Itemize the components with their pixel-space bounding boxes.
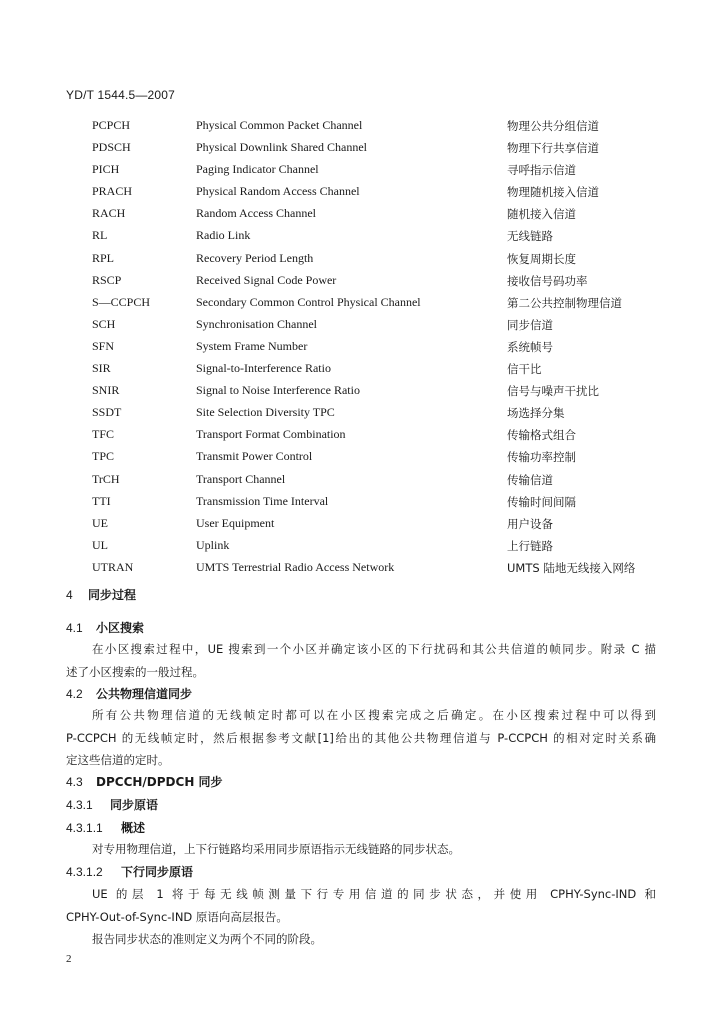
abbreviation-chinese: 场选择分集: [507, 406, 565, 421]
abbreviation-term: UE: [92, 515, 108, 530]
abbreviation-term: SNIR: [92, 383, 120, 398]
section-4-heading: 4 同步过程: [66, 588, 137, 602]
abbreviation-row: [0, 270, 719, 292]
abbreviation-term: UTRAN: [92, 559, 134, 574]
section-4-2-paragraph: 所有公共物理信道的无线帧定时都可以在小区搜索完成之后确定。在小区搜索过程中可以得到 P-CCPCH 的无线帧定时，然后根据参考文献[1]给出的其他公共物理信道与 P-CCPCH 的相对定时关系确 定这些信道的定时。: [66, 708, 656, 767]
abbreviation-english: Uplink: [196, 537, 230, 552]
abbreviation-term: TFC: [92, 427, 115, 442]
abbreviation-row: [0, 557, 719, 579]
abbreviation-term: RACH: [92, 206, 126, 221]
section-4-3-1-1-paragraph: 对专用物理信道，上下行链路均采用同步原语指示无线链路的同步状态。: [92, 842, 460, 856]
abbreviation-row: [0, 402, 719, 424]
section-4-3-1-2-paragraph-2: 报告同步状态的准则定义为两个不同的阶段。: [92, 932, 322, 946]
abbreviation-chinese: 用户设备: [507, 516, 553, 531]
abbreviation-chinese: 传输时间间隔: [507, 494, 576, 509]
section-4-1-heading: 4.1 小区搜索: [66, 621, 145, 635]
abbreviation-english: Physical Downlink Shared Channel: [196, 140, 367, 155]
abbreviation-row: [0, 336, 719, 358]
abbreviation-row: [0, 137, 719, 159]
abbreviation-row: [0, 203, 719, 225]
abbreviation-term: UL: [92, 537, 108, 552]
abbreviation-chinese: 寻呼指示信道: [507, 163, 576, 178]
abbreviation-chinese: UMTS 陆地无线接入网络: [507, 560, 636, 575]
abbreviation-row: [0, 248, 719, 270]
abbreviation-english: Physical Common Packet Channel: [196, 118, 363, 132]
abbreviation-row: [0, 491, 719, 513]
abbreviation-chinese: 接收信号码功率: [507, 273, 588, 288]
abbreviation-english: Site Selection Diversity TPC: [196, 405, 335, 420]
abbreviation-chinese: 物理随机接入信道: [507, 185, 599, 200]
abbreviation-term: TTI: [92, 493, 111, 508]
abbreviation-row: [0, 424, 719, 446]
section-4-3-1-2-paragraph: UE 的层 1 将于每无线帧测量下行专用信道的同步状态，并使用 CPHY-Sync-IND 和 CPHY-Out-of-Sync-IND 原语向高层报告。: [66, 887, 656, 924]
abbreviation-term: PDSCH: [92, 140, 131, 155]
abbreviation-english: Secondary Common Control Physical Channel: [196, 294, 421, 309]
abbreviation-chinese: 系统帧号: [507, 339, 553, 354]
abbreviation-chinese: 信干比: [507, 362, 542, 377]
abbreviation-row: [0, 380, 719, 402]
abbreviation-row: [0, 115, 719, 137]
abbreviation-english: User Equipment: [196, 515, 275, 530]
abbreviation-chinese: 信号与噪声干扰比: [507, 384, 599, 399]
abbreviation-term: RPL: [92, 250, 115, 265]
abbreviation-term: PCPCH: [92, 118, 131, 132]
abbreviation-english: Random Access Channel: [196, 206, 316, 221]
abbreviation-chinese: 传输功率控制: [507, 450, 576, 465]
abbreviation-chinese: 同步信道: [507, 317, 553, 332]
abbreviation-row: [0, 469, 719, 491]
abbreviation-term: PRACH: [92, 184, 133, 199]
abbreviation-term: RSCP: [92, 272, 122, 287]
page-number: 2: [66, 953, 72, 965]
abbreviation-chinese: 随机接入信道: [507, 207, 576, 222]
abbreviation-chinese: 传输格式组合: [507, 428, 576, 443]
abbreviation-term: S—CCPCH: [92, 294, 151, 309]
abbreviation-term: SIR: [92, 361, 111, 376]
abbreviation-english: Transmission Time Interval: [196, 493, 329, 508]
abbreviation-chinese: 无线链路: [507, 229, 553, 244]
abbreviation-english: Signal-to-Interference Ratio: [196, 361, 331, 376]
abbreviation-chinese: 传输信道: [507, 472, 553, 487]
abbreviation-english: Synchronisation Channel: [196, 316, 317, 331]
section-4-3-1-2-heading: 4.3.1.2 下行同步原语: [66, 865, 194, 879]
abbreviation-english: Physical Random Access Channel: [196, 184, 360, 199]
abbreviation-english: Transmit Power Control: [196, 449, 313, 464]
abbreviation-row: [0, 314, 719, 336]
abbreviation-term: SFN: [92, 338, 115, 353]
abbreviation-chinese: 物理公共分组信道: [507, 119, 599, 133]
section-4-3-1-1-heading: 4.3.1.1 概述: [66, 821, 146, 835]
abbreviation-english: Received Signal Code Power: [196, 272, 337, 287]
abbreviation-term: SSDT: [92, 405, 122, 420]
section-4-3-1-heading: 4.3.1 同步原语: [66, 798, 159, 812]
abbreviation-row: [0, 358, 719, 380]
section-4-3-heading: 4.3 DPCCH/DPDCH 同步: [66, 775, 223, 789]
abbreviation-row: [0, 159, 719, 181]
abbreviation-table: [0, 115, 719, 579]
abbreviation-row: [0, 535, 719, 557]
abbreviation-row: [0, 292, 719, 314]
abbreviation-chinese: 物理下行共享信道: [507, 141, 599, 156]
abbreviation-english: Recovery Period Length: [196, 250, 314, 265]
abbreviation-term: TrCH: [92, 471, 120, 486]
abbreviation-english: Paging Indicator Channel: [196, 162, 319, 177]
abbreviation-english: Transport Channel: [196, 471, 286, 486]
abbreviation-chinese: 上行链路: [507, 538, 553, 553]
abbreviation-row: [0, 181, 719, 203]
abbreviation-row: [0, 225, 719, 247]
abbreviation-english: Signal to Noise Interference Ratio: [196, 383, 360, 398]
document-header: YD/T 1544.5—2007: [66, 88, 176, 102]
abbreviation-term: SCH: [92, 316, 116, 331]
abbreviation-row: [0, 446, 719, 468]
abbreviation-term: PICH: [92, 162, 120, 177]
abbreviation-term: TPC: [92, 449, 115, 464]
section-4-1-paragraph: 在小区搜索过程中，UE 搜索到一个小区并确定该小区的下行扰码和其公共信道的帧同步。附录 C 描 述了小区搜索的一般过程。: [66, 642, 656, 679]
abbreviation-english: Radio Link: [196, 228, 251, 243]
abbreviation-english: System Frame Number: [196, 338, 308, 353]
abbreviation-term: RL: [92, 228, 108, 243]
abbreviation-row: [0, 513, 719, 535]
section-4-2-heading: 4.2 公共物理信道同步: [66, 687, 193, 701]
abbreviation-english: Transport Format Combination: [196, 427, 346, 442]
abbreviation-chinese: 第二公共控制物理信道: [507, 295, 622, 310]
abbreviation-chinese: 恢复周期长度: [507, 251, 576, 266]
abbreviation-english: UMTS Terrestrial Radio Access Network: [196, 559, 395, 574]
